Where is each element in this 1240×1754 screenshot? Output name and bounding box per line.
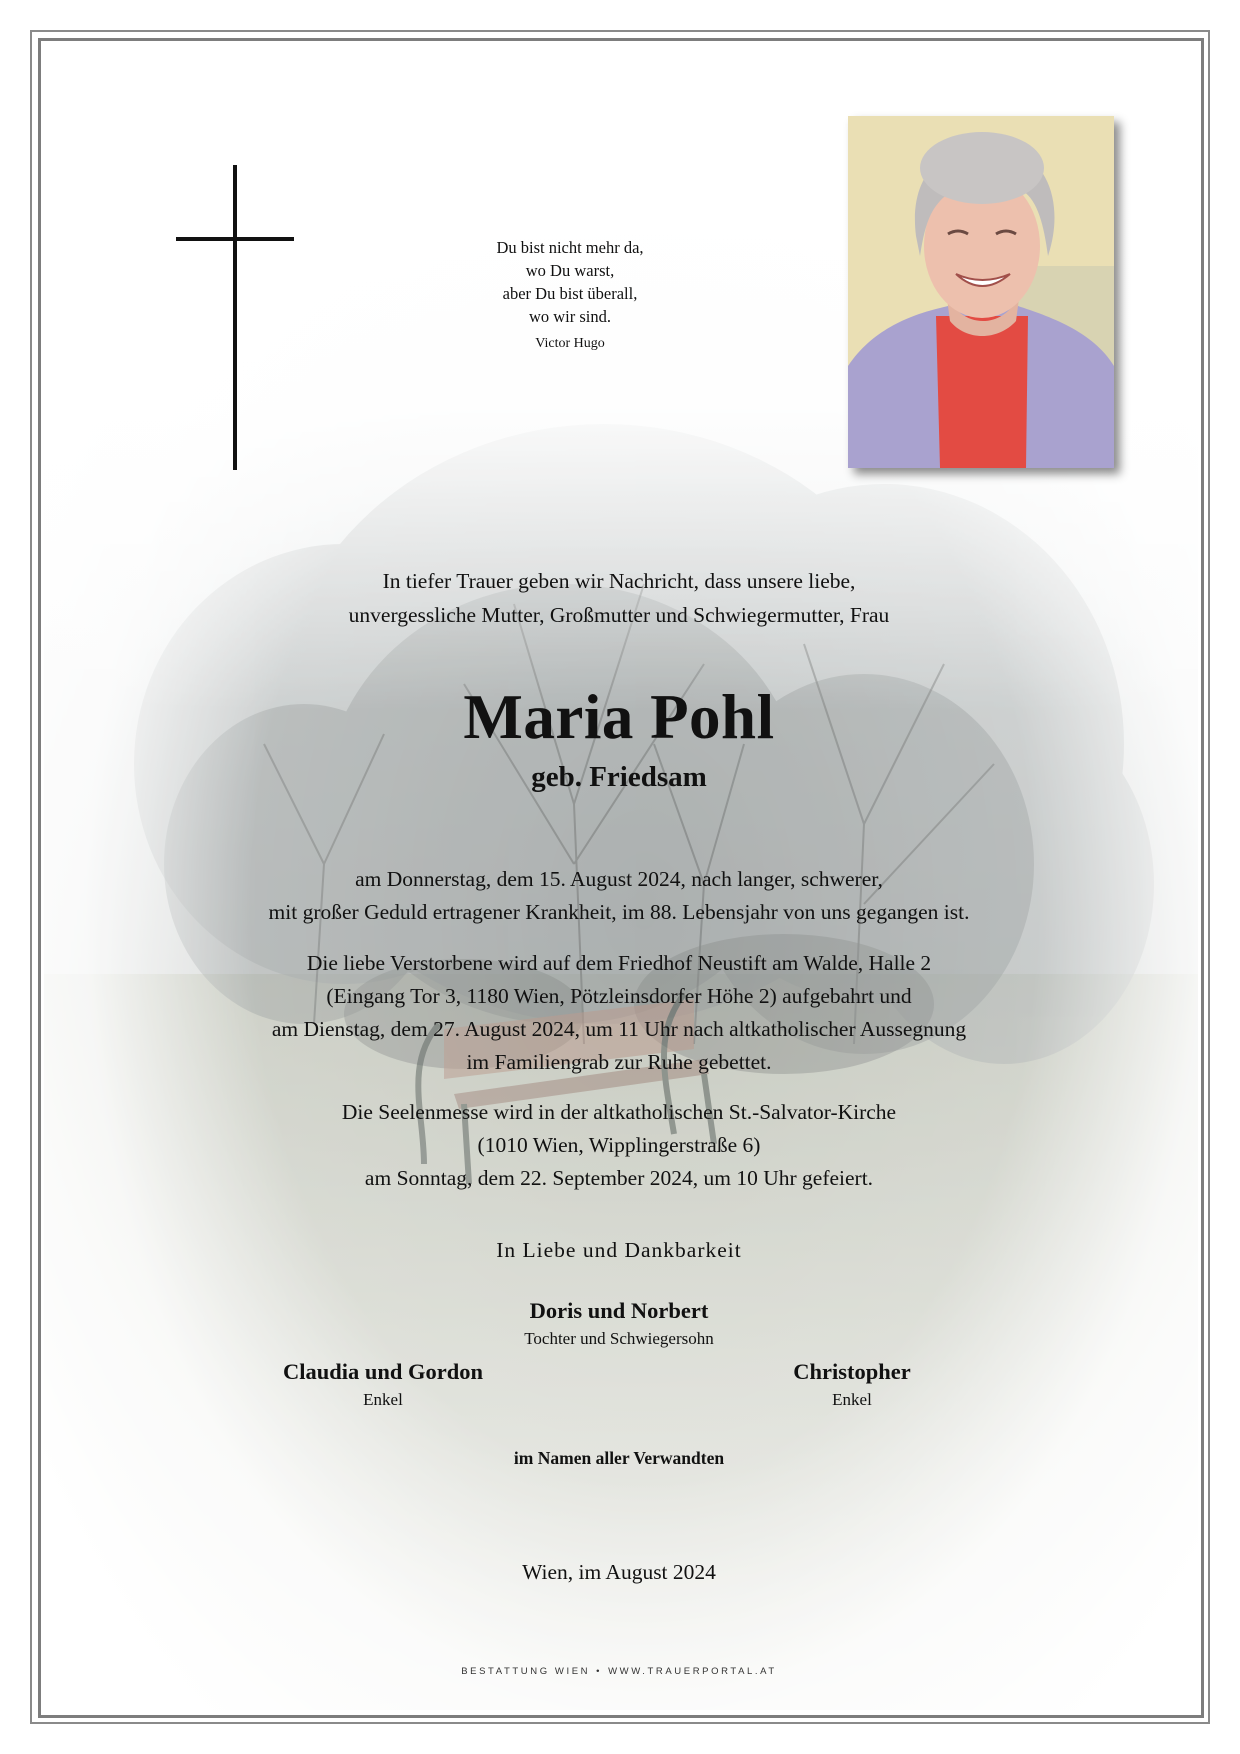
on-behalf-line: im Namen aller Verwandten xyxy=(513,1448,725,1468)
intro-line: In tiefer Trauer geben wir Nachricht, dass unsere liebe, xyxy=(382,569,856,593)
cross-icon-vertical xyxy=(233,165,237,470)
footer-website-link[interactable]: WWW.TRAUERPORTAL.AT xyxy=(608,1666,777,1677)
footer xyxy=(44,1666,1194,1677)
paragraph-line: im Familiengrab zur Ruhe gebettet. xyxy=(466,1050,772,1074)
mourner-name: Doris und Norbert xyxy=(529,1298,709,1323)
portrait-photo xyxy=(848,116,1114,468)
poem-line: aber Du bist überall, xyxy=(502,284,638,303)
intro-line: unvergessliche Mutter, Großmutter und Schwiegermutter, Frau xyxy=(348,603,890,627)
footer-separator: • xyxy=(596,1666,603,1677)
poem-line: wo Du warst, xyxy=(525,261,615,280)
paragraph-line: (1010 Wien, Wipplingerstraße 6) xyxy=(477,1133,761,1157)
poem-author: Victor Hugo xyxy=(535,336,605,351)
funeral-paragraph xyxy=(44,947,1194,1079)
cross-icon-horizontal xyxy=(176,237,294,241)
paragraph-line: Die Seelenmesse wird in der altkatholischen St.-Salvator-Kirche xyxy=(341,1100,897,1124)
paragraph-line: mit großer Geduld ertragener Krankheit, im 88. Lebensjahr von uns gegangen ist. xyxy=(268,900,970,924)
poem-line: Du bist nicht mehr da, xyxy=(496,238,644,257)
mourner-relation: Tochter und Schwiegersohn xyxy=(524,1329,714,1348)
mass-paragraph xyxy=(44,1096,1194,1195)
poem-quote xyxy=(420,236,720,328)
paragraph-line: Die liebe Verstorbene wird auf dem Friedhof Neustift am Walde, Halle 2 xyxy=(306,951,932,975)
paragraph-line: am Dienstag, dem 27. August 2024, um 11 Uhr nach altkatholischer Aussegnung xyxy=(271,1017,967,1041)
closing-phrase: In Liebe und Dankbarkeit xyxy=(496,1238,742,1262)
intro-text xyxy=(44,564,1194,632)
maiden-name: geb. Friedsam xyxy=(531,761,707,793)
footer-company: BESTATTUNG WIEN xyxy=(461,1666,591,1677)
paragraph-line: (Eingang Tor 3, 1180 Wien, Pötzleinsdorfer Höhe 2) aufgebahrt und xyxy=(326,984,912,1008)
mourner-name: Claudia und Gordon xyxy=(282,1359,484,1384)
place-and-date: Wien, im August 2024 xyxy=(522,1560,716,1584)
mourner-relation: Enkel xyxy=(363,1390,403,1409)
mourner-name: Christopher xyxy=(793,1359,911,1384)
paragraph-line: am Sonntag, dem 22. September 2024, um 10 Uhr gefeiert. xyxy=(364,1166,874,1190)
mourner-relation: Enkel xyxy=(832,1390,872,1409)
paragraph-line: am Donnerstag, dem 15. August 2024, nach langer, schwerer, xyxy=(355,867,883,891)
poem-line: wo wir sind. xyxy=(528,307,612,326)
death-paragraph xyxy=(44,863,1194,929)
deceased-name: Maria Pohl xyxy=(463,682,775,752)
